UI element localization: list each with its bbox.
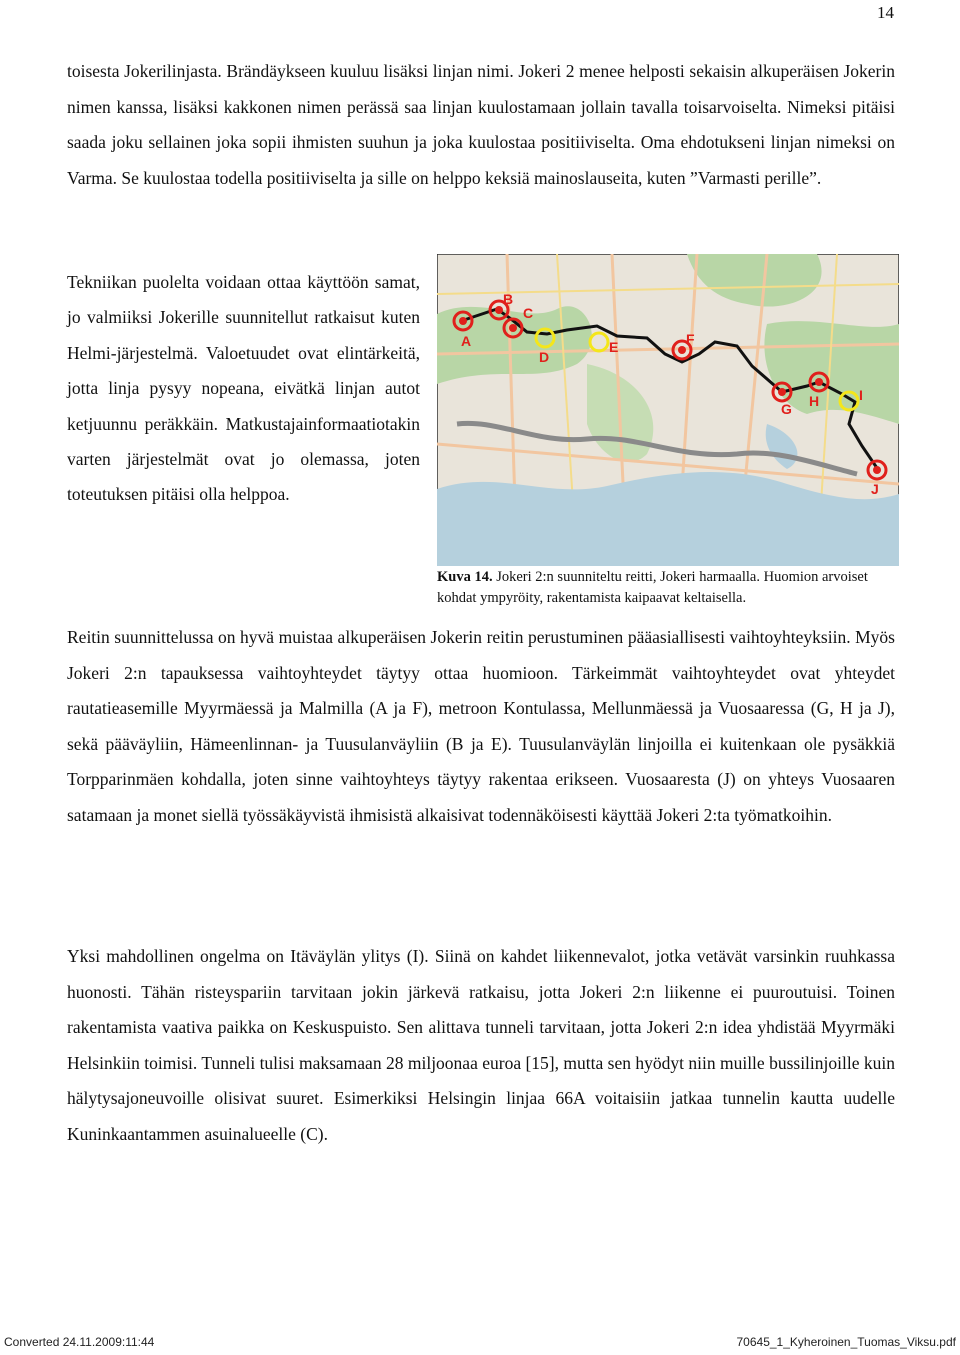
- page-number: 14: [877, 3, 894, 22]
- map-label-b: B: [503, 291, 514, 307]
- map-label-e: E: [609, 339, 619, 355]
- map-label-c: C: [523, 305, 534, 321]
- figure-caption: [437, 567, 907, 608]
- route-map-figure: [437, 254, 899, 566]
- paragraph-connections: Reitin suunnittelussa on hyvä muistaa alkuperäisen Jokerin reitin perustuminen pääasiallisesti vaihtoyhteyksiin. Myös Jokeri 2:n tapauksessa vaihtoyhteydet täytyy ottaa huomioon. Tärkeimmät vaihtoyhteydet ovat yhteydet rautatieasemille Myyrmäessä ja Malmilla (A ja F), metroon Kontulassa, Mellunmäessä ja Vuosaaressa (G, H ja J), sekä pääväyliin, Hämeenlinnan- ja Tuusulanväyliin (B ja E). Tuusulanväylän linjoilla ei kuitenkaan ole pysäkkiä Torpparinmäen kohdalla, joten sinne vaihtoyhteys täytyy rakentaa erikseen. Vuosaaresta (J) on yhteys Vuosaaren satamaan ja monet siellä työssäkäyvistä ihmisistä alkaisivat todennäköisesti käyttää Jokeri 2:ta työmatkoihin.: [67, 627, 895, 825]
- caption-label: Kuva 14.: [437, 569, 493, 585]
- footer-converted-date: Converted 24.11.2009:11:44: [4, 1335, 155, 1349]
- paragraph-problems: Yksi mahdollinen ongelma on Itäväylän ylitys (I). Siinä on kahdet liikennevalot, jotka vetävät varsinkin ruuhkassa huonosti. Tähän risteyspariin tarvitaan jokin järkevä ratkaisu, jotta Jokeri 2:n liikenne ei puuroutuisi. Toinen rakentamista vaativa paikka on Keskuspuisto. Sen alittava tunneli tarvitaan, jotta Jokeri 2:n idea yhdistää Myyrmäki Helsinkiin toimisi. Tunneli tulisi maksamaan 28 miljoonaa euroa [15], mutta sen hyödyt niin muille bussilinjoille kuin hälytysajoneuvoille olisivat suuret. Esimerkiksi Helsingin linjaa 66A voitaisiin jatkaa tunnelin kautta uudelle Kuninkaantammen asuinalueelle (C).: [67, 946, 895, 1144]
- map-label-a: A: [461, 333, 472, 349]
- map-label-d: D: [539, 349, 550, 365]
- map-label-g: G: [781, 401, 792, 417]
- caption-text: Jokeri 2:n suunniteltu reitti, Jokeri harmaalla. Huomion arvoiset kohdat ympyröity, rakentamista kaipaavat keltaisella.: [437, 569, 868, 606]
- paragraph-technology: Tekniikan puolelta voidaan ottaa käyttöön samat, jo valmiiksi Jokerille suunnitellut ratkaisut kuten Helmi-järjestelmä. Valoetuudet ovat elintärkeitä, jotta linja pysyy nopeana, eivätkä linjan autot ketjuunnu peräkkäin. Matkustajainformaatiotakin varten järjestelmät ovat jo olemassa, joten toteutuksen pitäisi olla helppoa.: [67, 272, 420, 505]
- map-label-i: I: [859, 387, 863, 403]
- route-map: [437, 254, 899, 566]
- map-label-j: J: [871, 481, 879, 497]
- map-label-h: H: [809, 393, 820, 409]
- map-label-f: F: [686, 331, 695, 347]
- paragraph-naming: toisesta Jokerilinjasta. Brändäykseen kuuluu lisäksi linjan nimi. Jokeri 2 menee helposti sekaisin alkuperäisen Jokerin nimen kanssa, lisäksi kakkonen nimen perässä saa linjan kuulostamaan jollain tavalla toisarvoiselta. Nimeksi pitäisi saada joku sellainen joka sopii ihmisten suuhun ja joka kuulostaa positiiviselta. Oma ehdotukseni linjan nimeksi on Varma. Se kuulostaa todella positiiviselta ja sille on helppo keksiä mainoslauseita, kuten ”Varmasti perille”.: [67, 61, 895, 188]
- footer-filename: 70645_1_Kyheroinen_Tuomas_Viksu.pdf: [736, 1335, 956, 1349]
